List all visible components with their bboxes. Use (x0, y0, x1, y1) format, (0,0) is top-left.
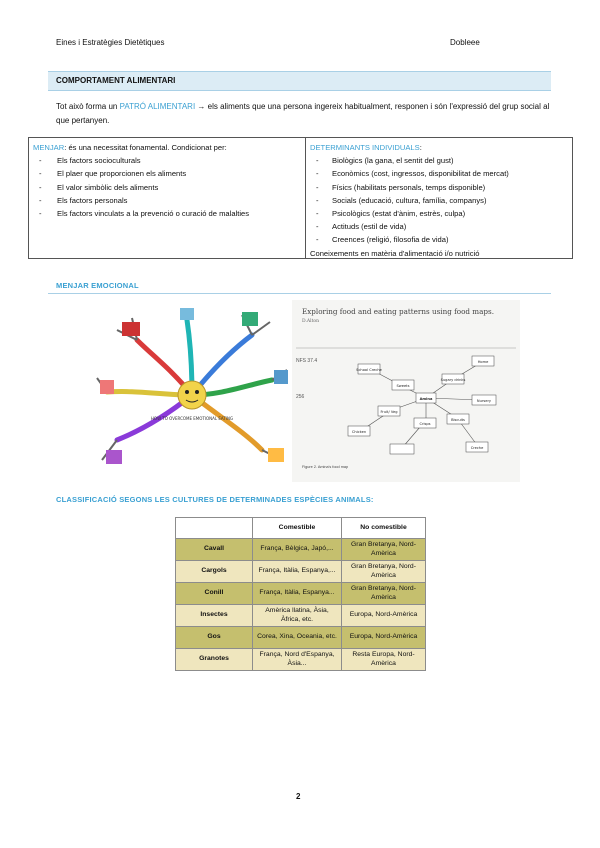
table-row (176, 605, 426, 627)
menjar-emocional-rule (48, 293, 551, 294)
menjar-item: - El plaer que proporcionen els aliments (33, 167, 301, 180)
foodmap-title: Exploring food and eating patterns using food maps. (302, 307, 494, 316)
foodmap-node: School Creche (356, 368, 382, 372)
foodmap-node: Creche (470, 446, 484, 450)
table-cell-no-comestible: Resta Europa, Nord-Amèrica (342, 649, 426, 671)
emotional-eating-mindmap-image (92, 300, 292, 482)
column-divider (305, 138, 306, 258)
determinant-item: - Socials (educació, cultura, família, companys) (310, 194, 570, 207)
table-row (176, 649, 426, 671)
table-cell-no-comestible: Europa, Nord-Amèrica (342, 605, 426, 627)
table-cell-comestible: França, Itàlia, Espanya,... (253, 561, 342, 583)
table-cell-no-comestible: Europa, Nord-Amèrica (342, 627, 426, 649)
species-table (175, 517, 426, 671)
determinants-suffix: : (419, 143, 422, 152)
intro-part1: Tot això forma un (56, 102, 120, 111)
classificacio-title: CLASSIFICACIÓ SEGONS LES CULTURES DE DETERMINADES ESPÈCIES ANIMALS: (56, 495, 374, 504)
foodmap-node: Nursery (476, 399, 492, 403)
table-cell-animal: Insectes (176, 605, 253, 627)
determinant-item: - Actituds (estil de vida) (310, 220, 570, 233)
intro-paragraph (56, 100, 551, 128)
table-header-cell: Comestible (253, 518, 342, 539)
determinants-list (310, 154, 570, 246)
table-cell-no-comestible: Gran Bretanya, Nord-Amèrica (342, 561, 426, 583)
table-row (176, 627, 426, 649)
table-row (176, 561, 426, 583)
foodmap-caption: Figure 2. Amina's food map (302, 465, 349, 469)
table-cell-comestible: França, Nord d'Espanya, Àsia... (253, 649, 342, 671)
foodmap-node: Biscuits (451, 418, 465, 422)
menjar-item: - Els factors socioculturals (33, 154, 301, 167)
determinants-footer: Coneixements en matèria d'alimentació i/o nutrició (310, 248, 480, 258)
foodmap-label1: NFS 37.4 (296, 358, 318, 364)
section-title: COMPORTAMENT ALIMENTARI (56, 76, 176, 85)
document-header-author: Dobleee (450, 38, 480, 47)
table-header-cell (176, 518, 253, 539)
menjar-emocional-title: MENJAR EMOCIONAL (56, 281, 139, 290)
food-map-image (292, 300, 520, 482)
foodmap-node: Chicken (351, 430, 367, 434)
table-row (176, 539, 426, 561)
foodmap-node: Home (477, 360, 489, 364)
foodmap-author: D.Alton (302, 319, 319, 324)
table-row (176, 583, 426, 605)
determinant-item: - Creences (religió, filosofia de vida) (310, 233, 570, 246)
intro-highlight: PATRÓ ALIMENTARI (119, 102, 196, 111)
menjar-text: : és una necessitat fonamental. Condicionat per: (64, 143, 227, 152)
table-cell-animal: Cavall (176, 539, 253, 561)
section-heading-bar (48, 71, 551, 91)
table-cell-animal: Granotes (176, 649, 253, 671)
table-cell-comestible: França, Itàlia, Espanya... (253, 583, 342, 605)
determinant-item: - Econòmics (cost, ingressos, disponibilitat de mercat) (310, 167, 570, 180)
table-cell-comestible: França, Bèlgica, Japó,... (253, 539, 342, 561)
table-header-row (176, 518, 426, 539)
foodmap-node: Crisps (419, 422, 431, 426)
determinants-label: DETERMINANTS INDIVIDUALS (310, 143, 420, 152)
table-cell-animal: Conill (176, 583, 253, 605)
determinants-heading (310, 141, 570, 154)
table-cell-comestible: Corea, Xina, Oceania, etc. (253, 627, 342, 649)
foodmap-node: Sweets (396, 384, 410, 388)
intro-part2: → els aliments que una persona ingereix habitualment, responen i són l'expressió del grup social al que pertanyen. (56, 102, 550, 125)
menjar-item: - Els factors vinculats a la prevenció o curació de malalties (33, 207, 301, 220)
table-cell-comestible: Amèrica llatina, Àsia, Àfrica, etc. (253, 605, 342, 627)
menjar-column (33, 141, 301, 220)
determinant-item: - Psicològics (estat d'ànim, estrès, culpa) (310, 207, 570, 220)
page-number: 2 (296, 792, 301, 801)
determinants-column (310, 141, 570, 260)
table-header-cell: No comestible (342, 518, 426, 539)
determinant-item: - Físics (habilitats personals, temps disponible) (310, 181, 570, 194)
determinant-item: - Biològics (la gana, el sentit del gust) (310, 154, 570, 167)
menjar-label: MENJAR (33, 143, 65, 152)
table-cell-animal: Cargols (176, 561, 253, 583)
menjar-item: - Els factors personals (33, 194, 301, 207)
menjar-item: - El valor simbòlic dels aliments (33, 181, 301, 194)
table-cell-no-comestible: Gran Bretanya, Nord-Amèrica (342, 583, 426, 605)
table-cell-animal: Gos (176, 627, 253, 649)
foodmap-center: Amina (419, 397, 433, 401)
menjar-heading (33, 141, 301, 154)
foodmap-node: Sugary drinks (440, 378, 466, 382)
menjar-list (33, 154, 301, 220)
table-cell-no-comestible: Gran Bretanya, Nord-Amèrica (342, 539, 426, 561)
foodmap-label2: 256 (296, 394, 305, 400)
mindmap-center-label: HOW TO OVERCOME EMOTIONAL EATING (150, 416, 234, 421)
document-header-title: Eines i Estratègies Dietètiques (56, 38, 165, 47)
factors-box (28, 137, 573, 259)
foodmap-node: Fruit/ Veg (380, 410, 398, 414)
